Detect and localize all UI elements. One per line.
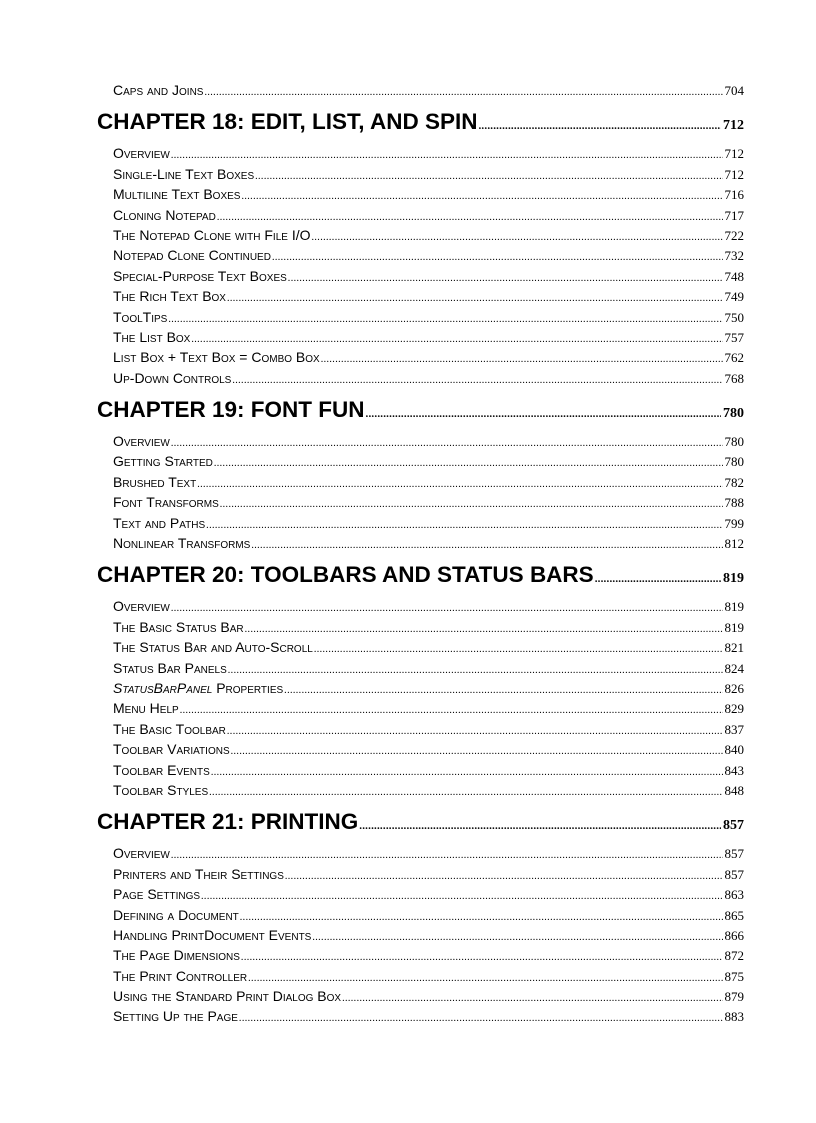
toc-entry-page: 812: [724, 536, 744, 552]
toc-entry-title-group: [113, 680, 283, 696]
dot-leader: [227, 726, 723, 737]
toc-entry-page: 829: [724, 701, 744, 717]
dot-leader: [285, 871, 723, 882]
toc-entry[interactable]: [113, 247, 744, 267]
toc-entry-title: Multiline Text Boxes: [113, 186, 241, 203]
toc-entry-title: The Rich Text Box: [113, 288, 226, 305]
toc-entry[interactable]: [113, 82, 744, 102]
toc-entry-page: 716: [724, 187, 744, 203]
dot-leader: [231, 746, 723, 757]
toc-entry-title: Font Transforms: [113, 494, 219, 511]
toc-entry-title: Handling PrintDocument Events: [113, 926, 312, 943]
dot-leader: [241, 952, 723, 963]
toc-entry[interactable]: [113, 453, 744, 473]
toc-entry[interactable]: [113, 721, 744, 741]
toc-entry[interactable]: [113, 329, 744, 349]
toc-entry[interactable]: [113, 619, 744, 639]
dot-leader: [312, 932, 722, 943]
toc-entry[interactable]: [113, 494, 744, 514]
toc-entry-title-rest: Properties: [212, 679, 284, 696]
toc-entry-title: The Status Bar and Auto-Scroll: [113, 639, 313, 656]
dot-leader: [201, 891, 722, 902]
dot-leader: [171, 150, 723, 161]
chapter-heading[interactable]: [97, 809, 744, 837]
toc-entry-page: 863: [724, 887, 744, 903]
toc-entry[interactable]: [113, 907, 744, 927]
toc-entry-title: Toolbar Events: [113, 761, 210, 778]
dot-leader: [171, 603, 723, 614]
toc-entry[interactable]: [113, 639, 744, 659]
toc-entry[interactable]: [113, 166, 744, 186]
toc-entry-page: 883: [724, 1009, 744, 1025]
toc-entry-title: Special-Purpose Text Boxes: [113, 267, 287, 284]
toc-entry-page: 840: [724, 742, 744, 758]
toc-entry[interactable]: [113, 660, 744, 680]
dot-leader: [255, 171, 722, 182]
dot-leader: [168, 314, 722, 325]
dot-leader: [240, 912, 723, 923]
toc-entry-page: 865: [724, 907, 744, 923]
chapter-page: 780: [723, 406, 744, 422]
dot-leader: [314, 644, 723, 655]
toc-entry[interactable]: [113, 988, 744, 1008]
dot-leader: [220, 499, 723, 510]
toc-entry-page: 799: [724, 515, 744, 531]
toc-entry-title: Overview: [113, 845, 170, 862]
dot-leader: [248, 973, 722, 984]
dot-leader: [228, 665, 723, 676]
chapter-heading[interactable]: [97, 109, 744, 137]
toc-entry[interactable]: [113, 268, 744, 288]
toc-entry-page: 819: [724, 599, 744, 615]
toc-entry[interactable]: [113, 515, 744, 535]
dot-leader: [245, 624, 723, 635]
toc-entry-page: 875: [724, 968, 744, 984]
dot-leader: [359, 820, 721, 832]
toc-entry-title: Nonlinear Transforms: [113, 535, 251, 552]
toc-entry[interactable]: [113, 145, 744, 165]
toc-entry-page: 879: [724, 989, 744, 1005]
toc-entry-page: 768: [724, 370, 744, 386]
toc-entry-page: 712: [724, 166, 744, 182]
toc-entry-page: 843: [724, 762, 744, 778]
toc-entry-page: 848: [724, 782, 744, 798]
toc-entry-title: Overview: [113, 145, 170, 162]
dot-leader: [312, 232, 723, 243]
dot-leader: [321, 354, 723, 365]
toc-entry-page: 782: [724, 474, 744, 490]
toc-entry-title: Brushed Text: [113, 473, 197, 490]
dot-leader: [171, 438, 723, 449]
chapter-title: CHAPTER 20: TOOLBARS AND STATUS BARS: [97, 562, 594, 588]
toc-entry-title: Status Bar Panels: [113, 659, 227, 676]
toc-entry-title: Overview: [113, 433, 170, 450]
toc-entry-title: The Print Controller: [113, 967, 248, 984]
toc-entry[interactable]: [113, 1008, 744, 1028]
toc-entry[interactable]: [113, 309, 744, 329]
dot-leader: [180, 705, 723, 716]
toc-entry-title: Toolbar Variations: [113, 741, 230, 758]
toc-entry-title-italic: StatusBarPanel: [113, 679, 213, 696]
toc-entry-page: 732: [724, 248, 744, 264]
toc-entry-page: 866: [724, 927, 744, 943]
toc-entry[interactable]: [113, 968, 744, 988]
toc-entry-page: 749: [724, 289, 744, 305]
toc-entry[interactable]: [113, 227, 744, 247]
toc-entry-page: 788: [724, 495, 744, 511]
toc-entry-title: Up-Down Controls: [113, 369, 232, 386]
dot-leader: [251, 540, 722, 551]
toc-entry[interactable]: [113, 782, 744, 802]
toc-entry-title: The Notepad Clone with File I/O: [113, 226, 311, 243]
dot-leader: [272, 252, 723, 263]
toc-entry-page: 712: [724, 146, 744, 162]
toc-entry-page: 826: [724, 680, 744, 696]
toc-entry[interactable]: [113, 762, 744, 782]
toc-entry-page: 704: [724, 83, 744, 98]
toc-entry[interactable]: [113, 947, 744, 967]
chapter-page: 819: [723, 571, 744, 587]
toc-entry[interactable]: [113, 433, 744, 453]
toc-entry-title: Toolbar Styles: [113, 781, 209, 798]
chapter-heading[interactable]: [97, 562, 744, 590]
toc-entry-title: The Basic Status Bar: [113, 618, 244, 635]
toc-entry[interactable]: [113, 535, 744, 555]
toc-entry-page: 750: [724, 309, 744, 325]
chapter-page: 712: [723, 118, 744, 134]
toc-entry-title: Getting Started: [113, 453, 213, 470]
dot-leader: [204, 87, 722, 98]
dot-leader: [478, 120, 721, 132]
dot-leader: [595, 573, 721, 585]
toc-entry[interactable]: [113, 680, 744, 700]
toc-entry-page: 857: [724, 866, 744, 882]
toc-entry-title: Caps and Joins: [113, 82, 204, 98]
toc-entry-title: Using the Standard Print Dialog Box: [113, 988, 342, 1005]
toc-entry-title: Notepad Clone Continued: [113, 247, 271, 264]
toc-entry-page: 762: [724, 350, 744, 366]
toc-entry[interactable]: [113, 927, 744, 947]
toc-entry-page: 821: [724, 640, 744, 656]
toc-entry-title: Defining a Document: [113, 906, 239, 923]
dot-leader: [191, 334, 722, 345]
toc-entry[interactable]: [113, 186, 744, 206]
toc-entry-page: 757: [724, 329, 744, 345]
toc-entry-title: Page Settings: [113, 886, 201, 903]
toc-entry-title: ToolTips: [113, 308, 168, 325]
dot-leader: [239, 1013, 723, 1024]
dot-leader: [227, 293, 723, 304]
toc-entry[interactable]: [113, 349, 744, 369]
dot-leader: [217, 212, 723, 223]
dot-leader: [209, 787, 722, 798]
dot-leader: [288, 273, 723, 284]
toc-entry[interactable]: [113, 700, 744, 720]
toc-entry-page: 780: [724, 454, 744, 470]
toc-entry-page: 722: [724, 227, 744, 243]
toc-entry[interactable]: [113, 288, 744, 308]
toc-entry-page: 780: [724, 434, 744, 450]
toc-entry-title: Cloning Notepad: [113, 206, 216, 223]
toc-entry-title: The Basic Toolbar: [113, 720, 226, 737]
chapter-heading[interactable]: [97, 397, 744, 425]
dot-leader: [232, 375, 722, 386]
dot-leader: [284, 685, 722, 696]
toc-entry-title: Text and Paths: [113, 514, 206, 531]
toc-entry[interactable]: [113, 370, 744, 390]
toc-entry-page: 857: [724, 846, 744, 862]
toc-entry-page: 819: [724, 619, 744, 635]
toc-entry[interactable]: [113, 866, 744, 886]
toc-entry-page: 824: [724, 660, 744, 676]
toc-entry-page: 717: [724, 207, 744, 223]
toc-entry[interactable]: [113, 741, 744, 761]
toc-entry-title: The List Box: [113, 328, 191, 345]
chapter-title: CHAPTER 21: PRINTING: [97, 809, 359, 835]
toc-entry[interactable]: [113, 886, 744, 906]
toc-entry-page: 872: [724, 948, 744, 964]
toc-entry[interactable]: [113, 474, 744, 494]
toc-entry[interactable]: [113, 845, 744, 865]
dot-leader: [206, 520, 722, 531]
dot-leader: [366, 408, 721, 420]
toc-entry-title: Overview: [113, 598, 170, 615]
toc-entry-title: The Page Dimensions: [113, 947, 240, 964]
table-of-contents: [97, 82, 744, 1029]
dot-leader: [342, 993, 722, 1004]
dot-leader: [241, 191, 722, 202]
toc-entry[interactable]: [113, 598, 744, 618]
toc-entry-page: 748: [724, 268, 744, 284]
chapter-title: CHAPTER 19: FONT FUN: [97, 397, 365, 423]
toc-entry-page: 837: [724, 721, 744, 737]
toc-entry-title: Setting Up the Page: [113, 1008, 238, 1025]
dot-leader: [171, 850, 723, 861]
chapter-title: CHAPTER 18: EDIT, LIST, AND SPIN: [97, 109, 478, 135]
toc-entry-title: Single-Line Text Boxes: [113, 165, 255, 182]
chapter-page: 857: [723, 818, 744, 834]
dot-leader: [197, 479, 722, 490]
toc-entry-title: Printers and Their Settings: [113, 865, 284, 882]
toc-entry-title: Menu Help: [113, 700, 179, 717]
dot-leader: [214, 458, 723, 469]
toc-entry[interactable]: [113, 207, 744, 227]
dot-leader: [211, 767, 723, 778]
toc-entry-title: List Box + Text Box = Combo Box: [113, 349, 320, 366]
